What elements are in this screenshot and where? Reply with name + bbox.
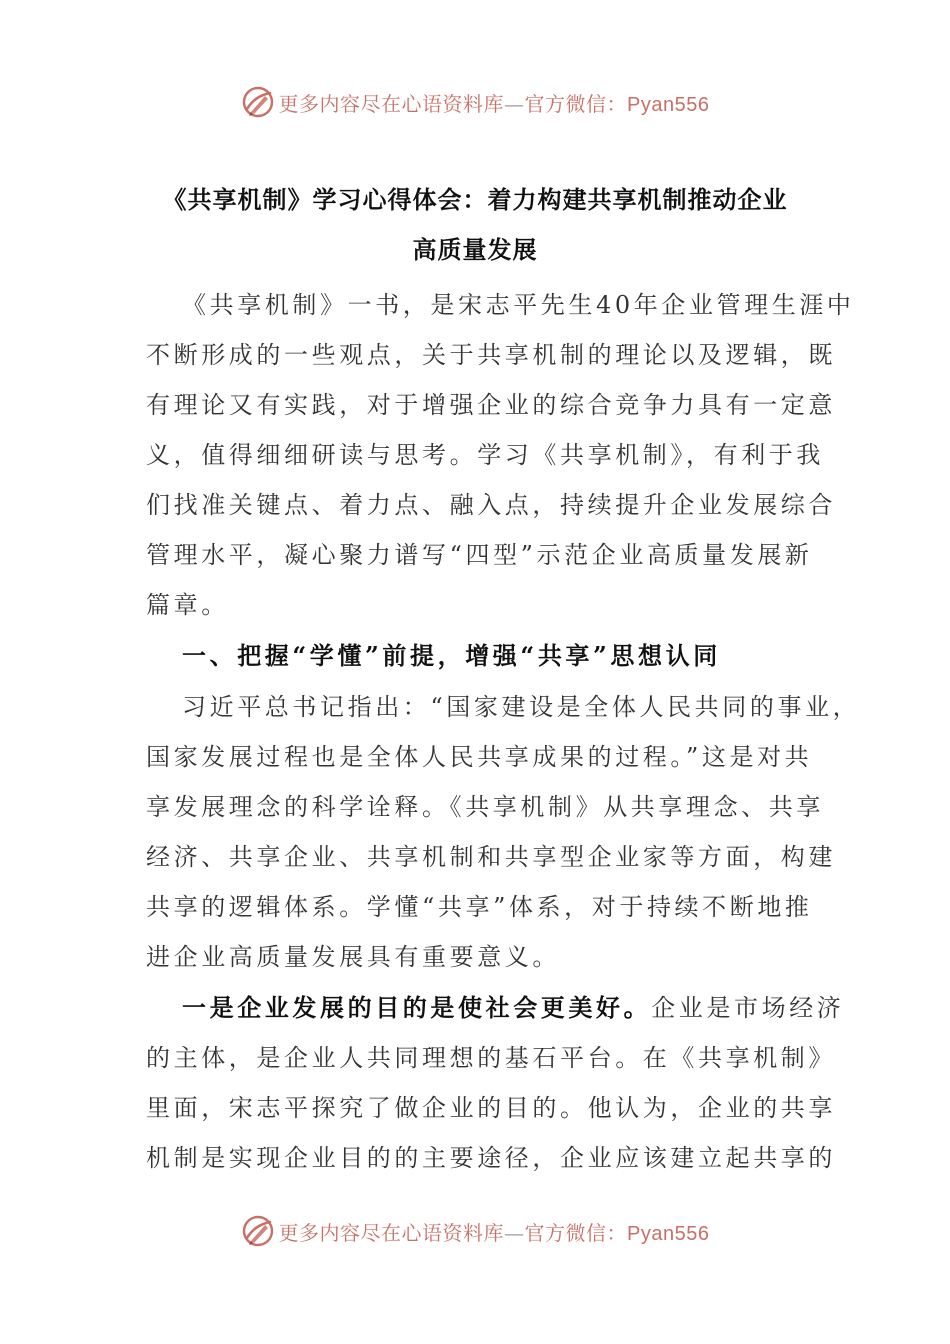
paragraph-line: 机制是实现企业目的的主要途径，企业应该建立起共享的 xyxy=(146,1144,836,1172)
brand-text: 更多内容尽在心语资料库—官方微信：Pyan556 xyxy=(278,1220,710,1245)
section-heading: 一、把握“学懂”前提，增强“共享”思想认同 xyxy=(182,641,721,670)
bold-lead-sentence: 一是企业发展的目的是使社会更美好。 xyxy=(182,993,652,1022)
document-title-line2: 高质量发展 xyxy=(412,235,538,264)
paragraph-line: 的主体，是企业人共同理想的基石平台。在《共享机制》 xyxy=(146,1044,836,1072)
wechat-handle: Pyan556 xyxy=(627,93,710,116)
wechat-handle: Pyan556 xyxy=(627,1222,710,1245)
paragraph-line: 管理水平，凝心聚力谱写“四型”示范企业高质量发展新 xyxy=(146,541,813,569)
paragraph-line: 《共享机制》一书，是宋志平先生40年企业管理生涯中 xyxy=(182,291,855,319)
paragraph-line: 里面，宋志平探究了做企业的目的。他认为，企业的共享 xyxy=(146,1094,836,1122)
paragraph-line: 篇章。 xyxy=(146,591,229,619)
paragraph-line: 不断形成的一些观点，关于共享机制的理论以及逻辑，既 xyxy=(146,341,836,369)
paragraph-line: 享发展理念的科学诠释。《共享机制》从共享理念、共享 xyxy=(146,793,824,821)
footer-brand-banner xyxy=(0,1211,950,1251)
pen-logo-icon xyxy=(241,1214,275,1248)
header-brand-banner xyxy=(0,82,950,122)
brand-text: 更多内容尽在心语资料库—官方微信：Pyan556 xyxy=(278,91,710,116)
paragraph-text: 企业是市场经济 xyxy=(651,994,845,1022)
paragraph-line: 共享的逻辑体系。学懂“共享”体系，对于持续不断地推 xyxy=(146,893,813,921)
paragraph-line: 义，值得细细研读与思考。学习《共享机制》，有利于我 xyxy=(146,441,824,469)
paragraph-line: 国家发展过程也是全体人民共享成果的过程。”这是对共 xyxy=(146,743,813,771)
paragraph-line: 们找准关键点、着力点、融入点，持续提升企业发展综合 xyxy=(146,491,836,519)
paragraph-line: 有理论又有实践，对于增强企业的综合竞争力具有一定意 xyxy=(146,391,836,419)
paragraph-line: 经济、共享企业、共享机制和共享型企业家等方面，构建 xyxy=(146,843,836,871)
paragraph-line: 习近平总书记指出：“国家建设是全体人民共同的事业， xyxy=(182,693,861,721)
pen-logo-icon xyxy=(241,85,275,119)
paragraph-line xyxy=(182,993,845,1023)
document-title: 《共享机制》学习心得体会：着力构建共享机制推动企业 xyxy=(162,185,788,214)
paragraph-line: 进企业高质量发展具有重要意义。 xyxy=(146,943,560,971)
